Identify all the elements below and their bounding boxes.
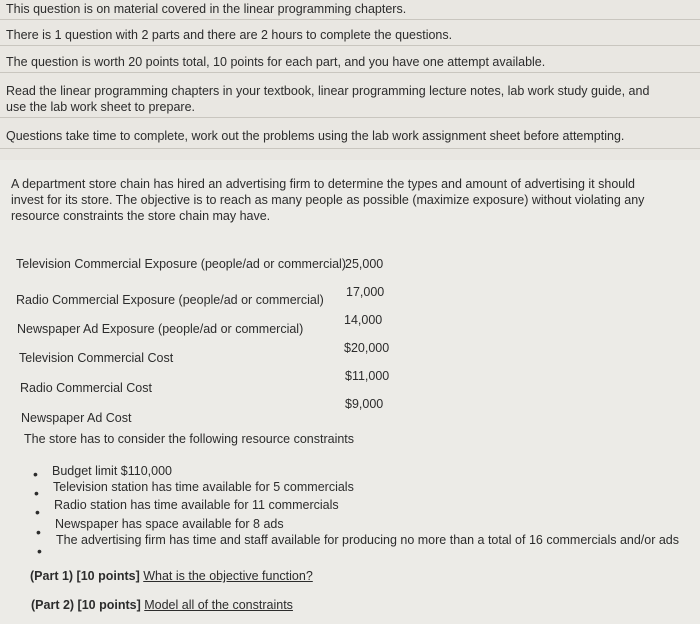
bullet-icon: •: [36, 524, 41, 540]
data-label: Radio Commercial Cost: [20, 381, 152, 395]
constraints-intro: The store has to consider the following resource constraints: [24, 432, 355, 446]
data-value: 25,000: [345, 257, 384, 271]
bullet-icon: •: [34, 485, 39, 501]
data-value: $9,000: [345, 397, 384, 411]
instruction-line: There is 1 question with 2 parts and there are 2 hours to complete the questions.: [0, 28, 700, 46]
problem-paragraph: [11, 176, 651, 224]
instruction-line: The question is worth 20 points total, 10 points for each part, and you have one attempt available.: [0, 55, 700, 73]
bullet-icon: •: [35, 504, 40, 520]
constraint-item: Budget limit $110,000: [52, 464, 172, 478]
instruction-line: Questions take time to complete, work out the problems using the lab work assignment sheet before attempting.: [0, 129, 700, 149]
data-value: 14,000: [344, 313, 383, 327]
bullet-icon: •: [37, 543, 42, 559]
data-label: Newspaper Ad Cost: [21, 411, 132, 425]
data-label: Newspaper Ad Exposure (people/ad or commercial): [17, 322, 304, 336]
data-value: $11,000: [345, 369, 390, 383]
part-1-question-link[interactable]: What is the objective function?: [143, 569, 313, 583]
bullet-icon: •: [33, 466, 38, 482]
part-label: (Part 1) [10 points]: [30, 569, 140, 583]
part-label: (Part 2) [10 points]: [31, 598, 141, 612]
part-1: [30, 568, 313, 584]
part-2: [31, 597, 293, 613]
data-label: Television Commercial Exposure (people/ad or commercial): [16, 257, 346, 271]
data-label: Television Commercial Cost: [19, 351, 174, 365]
constraint-item: The advertising firm has time and staff available for producing no more than a total of 16 commercials and/or ads: [56, 533, 680, 547]
part-2-question-link[interactable]: Model all of the constraints: [144, 598, 293, 612]
paragraph-line: A department store chain has hired an advertising firm to determine the types and amount of advertising it should: [11, 177, 635, 191]
data-value: 17,000: [346, 285, 385, 299]
data-label: Radio Commercial Exposure (people/ad or commercial): [16, 293, 324, 307]
constraint-item: Television station has time available for 5 commercials: [53, 480, 354, 494]
constraint-item: Radio station has time available for 11 commercials: [54, 498, 339, 512]
instructions-section: [0, 0, 700, 160]
instruction-line: use the lab work sheet to prepare.: [0, 100, 700, 118]
instruction-line: This question is on material covered in the linear programming chapters.: [0, 2, 700, 20]
paragraph-line: resource constraints the store chain may have.: [11, 209, 271, 223]
instruction-line: Read the linear programming chapters in your textbook, linear programming lecture notes, lab work study guide, and: [6, 84, 650, 98]
constraint-item: Newspaper has space available for 8 ads: [55, 517, 284, 531]
data-value: $20,000: [344, 341, 390, 355]
paragraph-line: invest for its store. The objective is to reach as many people as possible (maximize exposure) without violating any: [11, 193, 645, 207]
